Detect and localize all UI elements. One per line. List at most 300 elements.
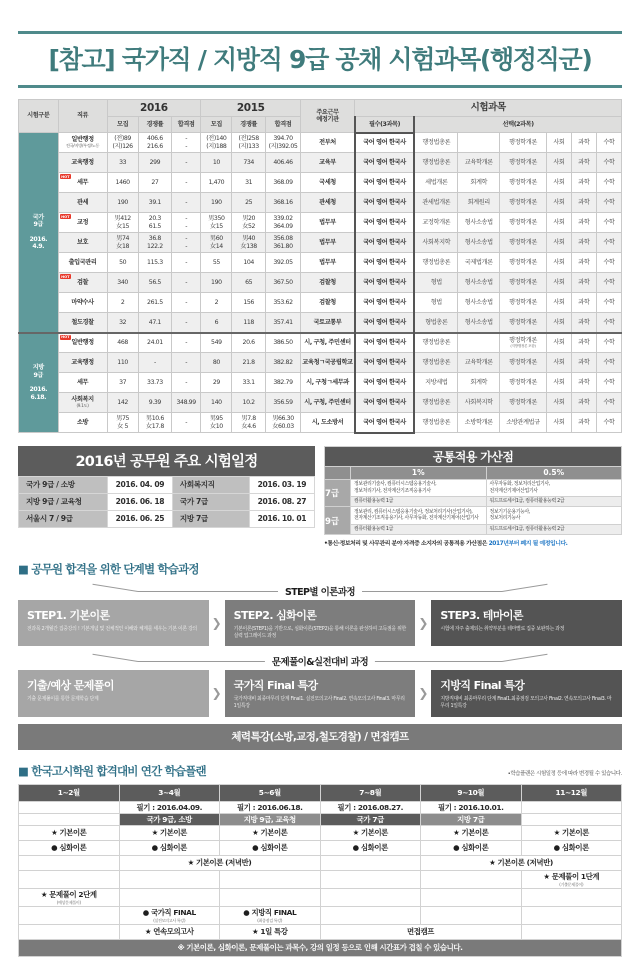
elective-subject-cell-5: 과학 xyxy=(571,133,596,153)
plan-final-national: ● 국가직 FINAL (실전모의고사 특강) xyxy=(119,906,220,924)
pass-2016-cell: - xyxy=(172,333,201,353)
plan-empty-cell xyxy=(19,855,120,870)
required-subjects-cell: 국어 영어 한국사 xyxy=(355,313,414,333)
elective-subject-cell-2: 형사소송법 xyxy=(458,213,500,233)
plan-empty-cell xyxy=(320,888,421,906)
elective-subject-cell-2: 형사소송법 xyxy=(458,233,500,253)
elective-subject-cell-6: 수학 xyxy=(596,213,621,233)
pass-2015-cell: 394.70 (지)392.05 xyxy=(265,133,300,153)
plan-exam-name: 국가 7급 xyxy=(320,813,421,825)
quota-2015-cell: 190 xyxy=(201,273,232,293)
elective-subject-cell-1: 관세법개론 xyxy=(414,193,458,213)
rate-2016-cell: 20.3 61.5 xyxy=(138,213,171,233)
plan-evening-right: ★ 기본이론 (저녁반) xyxy=(421,855,622,870)
practice-1-desc: 기출 문제풀이를 통한 문제학습 단계 xyxy=(27,696,99,703)
pass-2016-cell: - xyxy=(172,353,201,373)
job-type-cell: HOT 검찰 xyxy=(58,273,107,293)
practice-2-title: 국가직 Final 특강 xyxy=(233,679,318,693)
plan-month-header: 3~4월 xyxy=(119,784,220,801)
bonus-row xyxy=(325,524,622,535)
page-root xyxy=(0,31,640,953)
table-row xyxy=(19,273,622,293)
elective-subject-cell-1: 행정법총론 xyxy=(414,333,458,353)
pass-2015-cell: 356.59 xyxy=(265,393,300,413)
elective-subject-cell-1: 행정법총론 xyxy=(414,253,458,273)
elective-subject-cell-3: 행정학개론 xyxy=(500,393,547,413)
schedule-exam-name: 사회복지직 xyxy=(172,476,249,493)
quota-2016-cell: 468 xyxy=(107,333,138,353)
annual-plan-table xyxy=(18,784,622,957)
pass-2016-cell: - xyxy=(172,173,201,193)
elective-subject-cell-6: 수학 xyxy=(596,413,621,433)
elective-subject-cell-6: 수학 xyxy=(596,273,621,293)
bonus-grade-label: 7급 xyxy=(325,479,351,507)
plan-mock-row xyxy=(19,924,622,939)
table-row xyxy=(19,413,622,433)
plan-exam-name xyxy=(521,813,622,825)
pass-2016-cell: - xyxy=(172,373,201,393)
required-subjects-cell: 국어 영어 한국사 xyxy=(355,293,414,313)
rate-2016-cell: 27 xyxy=(138,173,171,193)
plan-oneday-lecture: ★ 1일 특강 xyxy=(220,924,321,939)
elective-subject-cell-5: 과학 xyxy=(571,353,596,373)
elective-subject-cell-5: 과학 xyxy=(571,373,596,393)
bonus-row xyxy=(325,496,622,507)
elective-subject-cell-3: 행정학개론 xyxy=(500,273,547,293)
organization-cell: 검찰청 xyxy=(301,293,355,313)
quota-2016-cell: 2 xyxy=(107,293,138,313)
required-subjects-cell: 국어 영어 한국사 xyxy=(355,273,414,293)
bonus-title: 공통적용 가산점 xyxy=(325,446,622,466)
pass-2015-cell: 356.08 361.80 xyxy=(265,233,300,253)
elective-subject-cell-4: 사회 xyxy=(546,173,571,193)
hot-badge: HOT xyxy=(61,214,70,219)
bonus-cert2-1pct: 컴퓨터활용능력 1급 xyxy=(351,524,487,535)
table-row xyxy=(19,233,622,253)
page-title-block xyxy=(18,31,622,88)
elective-subject-cell-3: 행정학개론 xyxy=(500,133,547,153)
th-subjects: 시험과목 xyxy=(355,100,622,117)
elective-subject-cell-4: 사회 xyxy=(546,353,571,373)
plan-deep-theory: ● 심화이론 xyxy=(220,840,321,855)
schedule-row xyxy=(19,510,315,527)
pass-2016-cell: - xyxy=(172,273,201,293)
table-row xyxy=(19,373,622,393)
th-2016-rate: 경쟁률 xyxy=(138,117,171,133)
elective-subject-cell-6: 수학 xyxy=(596,393,621,413)
required-subjects-cell: 국어 영어 한국사 xyxy=(355,173,414,193)
elective-subject-cell-1: 형법 xyxy=(414,293,458,313)
quota-2015-cell: 2 xyxy=(201,293,232,313)
pass-2015-cell: 368.09 xyxy=(265,173,300,193)
elective-subject-cell-1: 세법개론 xyxy=(414,173,458,193)
plan-basic-theory: ★ 기본이론 xyxy=(320,825,421,840)
elective-subject-cell-6: 수학 xyxy=(596,153,621,173)
organization-cell: 법무부 xyxy=(301,253,355,273)
organization-cell: 관세청 xyxy=(301,193,355,213)
pass-2015-cell: 406.46 xyxy=(265,153,300,173)
job-type-cell: HOT 세무 xyxy=(58,173,107,193)
rate-2015-cell: 25 xyxy=(232,193,265,213)
job-type-cell: 마약수사 xyxy=(58,293,107,313)
elective-subject-cell-5: 과학 xyxy=(571,173,596,193)
practice-3-title: 지방직 Final 특강 xyxy=(440,679,525,693)
bonus-note-text: •통신·정보처리 및 사무관리 분야 자격증 소지자의 공통적용 가산점은 xyxy=(324,541,489,548)
organization-cell: 전부처 xyxy=(301,133,355,153)
practice-card-1[interactable] xyxy=(18,670,209,716)
quota-2015-cell: 10 xyxy=(201,153,232,173)
plan-interview-camp: 면접캠프 xyxy=(320,924,521,939)
pass-2016-cell: - xyxy=(172,313,201,333)
plan-month-header: 1~2월 xyxy=(19,784,120,801)
pass-2016-cell: - xyxy=(172,193,201,213)
elective-subject-cell-2: 교육학개론 xyxy=(458,153,500,173)
table-row xyxy=(19,253,622,273)
plan-month-row xyxy=(19,784,622,801)
rate-2015-cell: (전)258 (지)133 xyxy=(232,133,265,153)
plan-exam-date xyxy=(521,801,622,813)
elective-subject-cell-5: 과학 xyxy=(571,193,596,213)
organization-cell: 국세청 xyxy=(301,173,355,193)
th-year-2016: 2016 xyxy=(107,100,201,117)
schedule-exam-date: 2016. 06. 25 xyxy=(107,510,172,527)
required-subjects-cell: 국어 영어 한국사 xyxy=(355,193,414,213)
elective-subject-cell-3: 행정학개론 xyxy=(500,353,547,373)
elective-subject-cell-1: 교정학개론 xyxy=(414,213,458,233)
quota-2015-cell: 男350 女15 xyxy=(201,213,232,233)
table-row xyxy=(19,353,622,373)
pass-2015-cell: 386.50 xyxy=(265,333,300,353)
bonus-cert-half-pct: 정보기기운용기능사, 정보처리기능사 xyxy=(486,507,622,524)
elective-subject-cell-2: 소방학개론 xyxy=(458,413,500,433)
th-exam-type: 시험구분 xyxy=(19,100,59,133)
pass-2015-cell: 男66.30 女60.03 xyxy=(265,413,300,433)
pass-2015-cell: 368.16 xyxy=(265,193,300,213)
plan-month-header: 7~8월 xyxy=(320,784,421,801)
rate-2015-cell: 31 xyxy=(232,173,265,193)
elective-subject-cell-2: 회계원리 xyxy=(458,193,500,213)
plan-empty-cell xyxy=(320,870,421,888)
quota-2015-cell: 80 xyxy=(201,353,232,373)
plan-empty-cell xyxy=(521,924,622,939)
bonus-percent-row xyxy=(325,466,622,479)
table-row xyxy=(19,313,622,333)
bonus-cert2-1pct: 컴퓨터활용능력 1급 xyxy=(351,496,487,507)
elective-subject-cell-3: 행정학개론 (지방행정론 포함) xyxy=(500,333,547,353)
plan-exam-name: 국가 9급, 소방 xyxy=(119,813,220,825)
plan-deep-theory: ● 심화이론 xyxy=(421,840,522,855)
pass-2015-cell: 382.82 xyxy=(265,353,300,373)
rate-2016-cell: 47.1 xyxy=(138,313,171,333)
elective-subject-cell-3: 소방관계법규 xyxy=(500,413,547,433)
plan-empty-cell xyxy=(421,906,522,924)
plan-empty-cell xyxy=(421,870,522,888)
schedule-table xyxy=(18,476,315,528)
plan-empty-cell xyxy=(119,888,220,906)
elective-subject-cell-6: 수학 xyxy=(596,173,621,193)
organization-cell: 시, 구청, 주민센터 xyxy=(301,393,355,413)
elective-subject-cell-2: 회계학 xyxy=(458,373,500,393)
required-subjects-cell: 국어 영어 한국사 xyxy=(355,373,414,393)
plan-exam-date: 필기 : 2016.10.01. xyxy=(421,801,522,813)
elective-subject-cell-1: 행정법총론 xyxy=(414,153,458,173)
flow-label-row-2 xyxy=(18,653,622,668)
elective-subject-cell-4: 사회 xyxy=(546,153,571,173)
bonus-points-table xyxy=(324,446,622,536)
elective-subject-cell-1: 행정법총론 xyxy=(414,413,458,433)
elective-subject-cell-4: 사회 xyxy=(546,293,571,313)
bonus-cert-1pct: 정보관리, 컴퓨터시스템응용기술사, 정보처리기사(산업기사), 전자계산기조직응용기사, 사무자동화, 전자계산기제어(산업기사 xyxy=(351,507,487,524)
schedule-exam-date: 2016. 08. 27 xyxy=(249,493,314,510)
elective-subject-cell-5: 과학 xyxy=(571,253,596,273)
elective-subject-cell-1: 행정법총론 xyxy=(414,393,458,413)
physical-interview-bar: 체력특강(소방,교정,철도경찰) / 면접캠프 xyxy=(18,724,622,750)
th-org-line1: 주요근무 xyxy=(316,108,339,116)
schedule-exam-name: 서울시 7 / 9급 xyxy=(19,510,108,527)
step-3-title: STEP3. 테마이론 xyxy=(440,609,523,623)
quota-2016-cell: 1460 xyxy=(107,173,138,193)
job-type-cell: 교육행정 xyxy=(58,153,107,173)
pass-2016-cell: - - xyxy=(172,213,201,233)
plan-problem-stage2: ★ 문제풀이 2단계 (예상문제풀이) xyxy=(19,888,120,906)
practice-card-2[interactable] xyxy=(225,670,416,716)
plan-exam-date: 필기 : 2016.06.18. xyxy=(220,801,321,813)
table-row xyxy=(19,213,622,233)
table-row xyxy=(19,293,622,313)
plan-prob2-row xyxy=(19,888,622,906)
quota-2016-cell: 50 xyxy=(107,253,138,273)
bonus-cert2-half-pct: 워드프로세서1급, 컴퓨터활용능력 2급 xyxy=(486,524,622,535)
job-type-cell: 철도경찰 xyxy=(58,313,107,333)
th-2015-pass: 합격점 xyxy=(265,117,300,133)
elective-subject-cell-5: 과학 xyxy=(571,233,596,253)
quota-2016-cell: 340 xyxy=(107,273,138,293)
plan-empty-cell xyxy=(521,888,622,906)
elective-subject-cell-5: 과학 xyxy=(571,213,596,233)
chevron-right-icon-4: ❯ xyxy=(418,686,429,701)
plan-month-header: 5~6월 xyxy=(220,784,321,801)
pass-2016-cell: - xyxy=(172,413,201,433)
elective-subject-cell-3: 행정학개론 xyxy=(500,173,547,193)
plan-exam-date xyxy=(19,801,120,813)
quota-2016-cell: 男74 女18 xyxy=(107,233,138,253)
elective-subject-cell-6: 수학 xyxy=(596,313,621,333)
exam-type-group: 국가 9급 2016. 4.9. xyxy=(19,133,59,333)
schedule-exam-name: 지방 9급 / 교육청 xyxy=(19,493,108,510)
required-subjects-cell: 국어 영어 한국사 xyxy=(355,353,414,373)
organization-cell: 교육부 xyxy=(301,153,355,173)
job-type-cell: 출입국관리 xyxy=(58,253,107,273)
pass-2015-cell: 367.50 xyxy=(265,273,300,293)
rate-2016-cell: 9.39 xyxy=(138,393,171,413)
elective-subject-cell-5: 과학 xyxy=(571,313,596,333)
elective-subject-cell-6: 수학 xyxy=(596,353,621,373)
chevron-right-icon-1: ❯ xyxy=(211,616,222,631)
plan-mock-exam: ★ 연속모의고사 xyxy=(119,924,220,939)
step-1-title: STEP1. 기본이론 xyxy=(27,609,110,623)
step-card-2[interactable] xyxy=(225,600,416,646)
plan-basic-theory: ★ 기본이론 xyxy=(19,825,120,840)
plan-heading-row xyxy=(18,763,622,779)
bonus-grade-label: 9급 xyxy=(325,507,351,535)
th-required-subjects: 필수(3과목) xyxy=(355,117,414,133)
pass-2016-cell: 348.99 xyxy=(172,393,201,413)
pass-2015-cell: 339.02 364.09 xyxy=(265,213,300,233)
rate-2016-cell: 115.3 xyxy=(138,253,171,273)
plan-exam-name xyxy=(19,813,120,825)
quota-2015-cell: 55 xyxy=(201,253,232,273)
plan-basic-theory: ★ 기본이론 xyxy=(119,825,220,840)
rate-2016-cell: 261.5 xyxy=(138,293,171,313)
elective-subject-cell-4: 사회 xyxy=(546,233,571,253)
rate-2015-cell: 男20 女52 xyxy=(232,213,265,233)
rate-2016-cell: 36.8 122.2 xyxy=(138,233,171,253)
quota-2016-cell: 190 xyxy=(107,193,138,213)
plan-empty-cell xyxy=(119,870,220,888)
required-subjects-cell: 국어 영어 한국사 xyxy=(355,333,414,353)
organization-cell: 시, 구청, 주민센터 xyxy=(301,333,355,353)
pass-2015-cell: 392.05 xyxy=(265,253,300,273)
elective-subject-cell-5: 과학 xyxy=(571,393,596,413)
practice-card-3[interactable] xyxy=(431,670,622,716)
rate-2016-cell: 406.6 216.6 xyxy=(138,133,171,153)
elective-subject-cell-5: 과학 xyxy=(571,333,596,353)
bonus-cert2-half-pct: 워드프로세서1급, 컴퓨터활용능력 2급 xyxy=(486,496,622,507)
plan-exam-date: 필기 : 2016.08.27. xyxy=(320,801,421,813)
organization-cell: 법무부 xyxy=(301,233,355,253)
elective-subject-cell-2: 형사소송법 xyxy=(458,313,500,333)
job-type-cell: HOT 교정 xyxy=(58,213,107,233)
quota-2016-cell: 男75 女 5 xyxy=(107,413,138,433)
page-title: [참고] 국가직 / 지방직 9급 공채 시험과목(행정직군) xyxy=(48,45,592,74)
table-row xyxy=(19,393,622,413)
th-organization xyxy=(301,100,355,133)
elective-subject-cell-2: 사회복지학 xyxy=(458,393,500,413)
bonus-blank-corner xyxy=(325,466,351,479)
elective-subject-cell-1: 행정법총론 xyxy=(414,353,458,373)
elective-subject-cell-1: 행정법총론 xyxy=(414,133,458,153)
step-card-1[interactable] xyxy=(18,600,209,646)
job-type-cell: 사회복지 (9.1도) xyxy=(58,393,107,413)
bonus-note-emphasis: 2017년부터 폐지 될 예정입니다. xyxy=(488,541,568,548)
elective-subject-cell-1: 형법총론 xyxy=(414,313,458,333)
elective-subject-cell-2: 회계학 xyxy=(458,173,500,193)
required-subjects-cell: 국어 영어 한국사 xyxy=(355,393,414,413)
elective-subject-cell-4: 사회 xyxy=(546,253,571,273)
job-type-cell: 보호 xyxy=(58,233,107,253)
rate-2015-cell: 男7.8 女4.6 xyxy=(232,413,265,433)
elective-subject-cell-2: 교육학개론 xyxy=(458,353,500,373)
required-subjects-cell: 국어 영어 한국사 xyxy=(355,413,414,433)
schedule-exam-date: 2016. 03. 19 xyxy=(249,476,314,493)
practice-1-title: 기출/예상 문제풀이 xyxy=(27,679,114,693)
th-job-type: 직류 xyxy=(58,100,107,133)
bonus-row xyxy=(325,479,622,496)
elective-subject-cell-3: 행정학개론 xyxy=(500,213,547,233)
required-subjects-cell: 국어 영어 한국사 xyxy=(355,153,414,173)
elective-subject-cell-6: 수학 xyxy=(596,293,621,313)
elective-subject-cell-4: 사회 xyxy=(546,413,571,433)
quota-2015-cell: 549 xyxy=(201,333,232,353)
rate-2016-cell: 56.5 xyxy=(138,273,171,293)
plan-final-local: ● 지방직 FINAL (최종점검 특강) xyxy=(220,906,321,924)
plan-exam-date-row xyxy=(19,801,622,813)
elective-subject-cell-4: 사회 xyxy=(546,333,571,353)
table-row xyxy=(19,173,622,193)
quota-2016-cell: 37 xyxy=(107,373,138,393)
elective-subject-cell-4: 사회 xyxy=(546,193,571,213)
rate-2015-cell: 156 xyxy=(232,293,265,313)
theory-steps-row xyxy=(18,600,622,646)
plan-empty-cell xyxy=(19,906,120,924)
chevron-right-icon-3: ❯ xyxy=(211,686,222,701)
plan-empty-cell xyxy=(19,870,120,888)
schedule-and-bonus-row xyxy=(18,446,622,548)
th-2016-pass: 합격점 xyxy=(172,117,201,133)
plan-deep-theory: ● 심화이론 xyxy=(119,840,220,855)
step-1-desc: 전과목 2개월간 집중강의 ! 기본개념 및 전체적인 이해와 체계를 세우는 기본 이론 강의 xyxy=(27,626,197,633)
rate-2016-cell: 299 xyxy=(138,153,171,173)
elective-subject-cell-3: 행정학개론 xyxy=(500,233,547,253)
quota-2015-cell: 男60 女14 xyxy=(201,233,232,253)
required-subjects-cell: 국어 영어 한국사 xyxy=(355,133,414,153)
rate-2015-cell: 33.1 xyxy=(232,373,265,393)
elective-subject-cell-3: 행정학개론 xyxy=(500,293,547,313)
th-org-line2: 예정기관 xyxy=(316,116,339,123)
schedule-exam-name: 지방 7급 xyxy=(172,510,249,527)
elective-subject-cell-4: 사회 xyxy=(546,313,571,333)
rate-2015-cell: 734 xyxy=(232,153,265,173)
th-2015-quota: 모집 xyxy=(201,117,232,133)
plan-empty-cell xyxy=(320,855,421,870)
elective-subject-cell-4: 사회 xyxy=(546,373,571,393)
elective-subject-cell-3: 행정학개론 xyxy=(500,253,547,273)
bonus-cert-half-pct: 사무자동화, 정보처리산업기사, 전자계산기제어산업기사 xyxy=(486,479,622,496)
rate-2015-cell: 10.2 xyxy=(232,393,265,413)
plan-prob1-row xyxy=(19,870,622,888)
elective-subject-cell-4: 사회 xyxy=(546,213,571,233)
rate-2015-cell: 20.6 xyxy=(232,333,265,353)
elective-subject-cell-5: 과학 xyxy=(571,273,596,293)
plan-heading: ■ 한국고시학원 합격대비 연간 학습플랜 xyxy=(18,763,206,778)
th-2016-quota: 모집 xyxy=(107,117,138,133)
schedule-exam-date: 2016. 06. 18 xyxy=(107,493,172,510)
plan-exam-date: 필기 : 2016.04.09. xyxy=(119,801,220,813)
plan-evening-left: ★ 기본이론 (저녁반) xyxy=(119,855,320,870)
bonus-col-1pct: 1% xyxy=(351,466,487,479)
step-3-desc: 시험에 자주 출제되는 취약부분을 테마별로 집중 보완하는 과정 xyxy=(440,626,565,633)
quota-2015-cell: 6 xyxy=(201,313,232,333)
table-body xyxy=(19,133,622,433)
rate-2016-cell: 33.73 xyxy=(138,373,171,393)
plan-empty-cell xyxy=(19,924,120,939)
step-card-3[interactable] xyxy=(431,600,622,646)
plan-empty-cell xyxy=(220,870,321,888)
elective-subject-cell-6: 수학 xyxy=(596,233,621,253)
bonus-row xyxy=(325,507,622,524)
quota-2016-cell: 142 xyxy=(107,393,138,413)
plan-footer-row xyxy=(19,939,622,956)
organization-cell: 시, 구청ㄱ세무과 xyxy=(301,373,355,393)
step-2-desc: 기본이론(STEP1)을 기반으로, 심화이론(STEP2)을 통해 이론을 완성하여 고득점을 위한 실력 업그레이드 과정 xyxy=(233,626,406,640)
step-2-title: STEP2. 심화이론 xyxy=(233,609,317,623)
plan-deep-theory: ● 심화이론 xyxy=(320,840,421,855)
elective-subject-cell-1: 사회복지학 xyxy=(414,233,458,253)
elective-subject-cell-2 xyxy=(458,333,500,353)
exam-schedule-block xyxy=(18,446,315,548)
exam-subjects-table xyxy=(18,99,622,434)
pass-2015-cell: 382.79 xyxy=(265,373,300,393)
